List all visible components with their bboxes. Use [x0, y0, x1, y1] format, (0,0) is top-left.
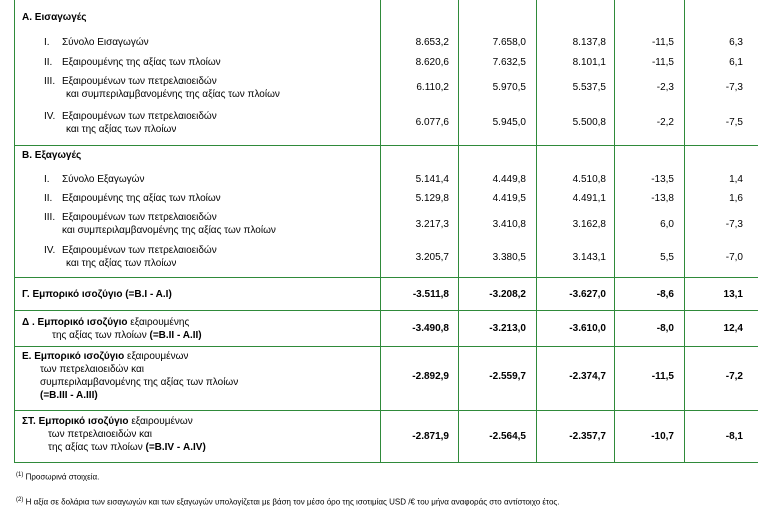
- cell-value: 8.101,1: [572, 57, 606, 68]
- cell-value: -3.627,0: [569, 289, 606, 300]
- row-label-cont: των πετρελαιοειδών και: [40, 364, 144, 375]
- cell-value: -3.213,0: [489, 323, 526, 334]
- cell-value: -11,5: [651, 371, 674, 382]
- row-label-cont: και της αξίας των πλοίων: [66, 124, 177, 135]
- label-rest: εξαιρουμένων: [124, 351, 189, 362]
- row-divider: [14, 145, 758, 146]
- row-label: Εξαιρουμένων των πετρελαιοειδών: [62, 245, 217, 256]
- footnote-text: Προσωρινά στοιχεία.: [23, 472, 100, 482]
- section-title-imports: Α. Εισαγωγές: [22, 12, 87, 23]
- cell-value: -2.559,7: [489, 371, 526, 382]
- row-label: Γ. Εμπορικό ισοζύγιο (=Β.Ι - Α.Ι): [22, 289, 172, 300]
- row-divider: [14, 462, 758, 463]
- cell-value: -7,5: [725, 117, 743, 128]
- cell-value: 3.380,5: [492, 252, 526, 263]
- cell-value: -8,6: [656, 289, 674, 300]
- column-divider: [380, 0, 381, 462]
- cell-value: 3.410,8: [492, 219, 526, 230]
- label-bold: Ε. Εμπορικό ισοζύγιο: [22, 351, 125, 362]
- row-roman: I.: [44, 174, 50, 185]
- row-roman: III.: [44, 212, 56, 223]
- label-rest: της αξίας των πλοίων: [48, 442, 146, 453]
- cell-value: 13,1: [723, 289, 743, 300]
- cell-value: -3.490,8: [412, 323, 449, 334]
- cell-value: -2.871,9: [412, 431, 449, 442]
- row-label: [22, 316, 189, 329]
- cell-value: 3.205,7: [415, 252, 449, 263]
- row-roman: I.: [44, 37, 50, 48]
- cell-value: 1,4: [729, 174, 743, 185]
- cell-value: -7,3: [725, 219, 743, 230]
- cell-value: 6,3: [729, 37, 743, 48]
- cell-value: -3.511,8: [412, 289, 449, 300]
- cell-value: 4.419,5: [492, 193, 526, 204]
- cell-value: 8.620,6: [415, 57, 449, 68]
- cell-value: 8.653,2: [415, 37, 449, 48]
- cell-value: 3.217,3: [415, 219, 449, 230]
- row-label: [22, 415, 193, 428]
- row-label: Εξαιρουμένων των πετρελαιοειδών: [62, 111, 217, 122]
- cell-value: 3.162,8: [572, 219, 606, 230]
- cell-value: 5.141,4: [415, 174, 449, 185]
- row-roman: IV.: [44, 111, 56, 122]
- cell-value: 3.143,1: [572, 252, 606, 263]
- label-rest: εξαιρουμένων: [128, 416, 193, 427]
- cell-value: -7,0: [725, 252, 743, 263]
- label-bold: ΣΤ. Εμπορικό ισοζύγιο: [22, 416, 129, 427]
- row-roman: II.: [44, 57, 53, 68]
- row-label: Σύνολο Εξαγωγών: [62, 174, 145, 185]
- row-label-cont: και συμπεριλαμβανομένης της αξίας των πλοίων: [62, 225, 276, 236]
- cell-value: -2.892,9: [412, 371, 449, 382]
- row-label-cont: [52, 329, 202, 342]
- cell-value: -3.610,0: [569, 323, 606, 334]
- cell-value: -10,7: [651, 431, 674, 442]
- cell-value: -7,2: [725, 371, 743, 382]
- cell-value: -13,8: [651, 193, 674, 204]
- label-rest: της αξίας των πλοίων: [52, 330, 150, 341]
- cell-value: 6.077,6: [415, 117, 449, 128]
- cell-value: 6,1: [729, 57, 743, 68]
- label-bold: (=Β.ΙΙ - Α.ΙΙ): [149, 330, 202, 341]
- cell-value: 12,4: [723, 323, 743, 334]
- cell-value: -13,5: [651, 174, 674, 185]
- label-bold: Δ . Εμπορικό ισοζύγιο: [22, 317, 128, 328]
- row-roman: IV.: [44, 245, 56, 256]
- row-label-cont: [48, 441, 206, 454]
- cell-value: -2.357,7: [569, 431, 606, 442]
- cell-value: -11,5: [651, 37, 674, 48]
- cell-value: 7.658,0: [492, 37, 526, 48]
- cell-value: 5.500,8: [572, 117, 606, 128]
- footnote-marker: (2): [16, 497, 24, 503]
- column-divider: [458, 0, 459, 462]
- cell-value: -2,3: [656, 82, 674, 93]
- row-label-cont: και της αξίας των πλοίων: [66, 258, 177, 269]
- row-label-cont: των πετρελαιοειδών και: [48, 429, 152, 440]
- cell-value: -8,0: [656, 323, 674, 334]
- row-roman: III.: [44, 76, 56, 87]
- row-label: Εξαιρουμένων των πετρελαιοειδών: [62, 212, 217, 223]
- cell-value: -11,5: [651, 57, 674, 68]
- row-label: Εξαιρουμένων των πετρελαιοειδών: [62, 76, 217, 87]
- cell-value: 4.491,1: [572, 193, 606, 204]
- footnote-text: Η αξία σε δολάρια των εισαγωγών και των εξαγωγών υπολογίζεται με βάση τον μέσο όρο της ισοτιμίας USD /€ του μήνα αναφοράς στο αντίστοιχο έτος.: [23, 497, 560, 507]
- cell-value: -2.564,5: [489, 431, 526, 442]
- row-label-cont: συμπεριλαμβανομένης της αξίας των πλοίων: [40, 377, 239, 388]
- footnote-marker: (1): [16, 472, 24, 478]
- label-bold: (=Β.ΙV - Α.ΙV): [145, 442, 206, 453]
- cell-value: 5.970,5: [492, 82, 526, 93]
- cell-value: 6,0: [660, 219, 674, 230]
- label-rest: εξαιρουμένης: [127, 317, 190, 328]
- section-title-exports: Β. Εξαγωγές: [22, 150, 82, 161]
- cell-value: 7.632,5: [492, 57, 526, 68]
- row-label: Σύνολο Εισαγωγών: [62, 37, 149, 48]
- row-label: Εξαιρουμένης της αξίας των πλοίων: [62, 57, 221, 68]
- row-divider: [14, 410, 758, 411]
- column-divider: [536, 0, 537, 462]
- row-label: Εξαιρουμένης της αξίας των πλοίων: [62, 193, 221, 204]
- row-label: [22, 350, 188, 363]
- cell-value: 8.137,8: [572, 37, 606, 48]
- cell-value: -2.374,7: [569, 371, 606, 382]
- footnote-1: [16, 472, 99, 482]
- cell-value: 4.510,8: [572, 174, 606, 185]
- footnote-2: [16, 497, 560, 507]
- cell-value: 6.110,2: [416, 82, 449, 93]
- cell-value: 5.945,0: [492, 117, 526, 128]
- cell-value: -3.208,2: [489, 289, 526, 300]
- cell-value: 5.537,5: [572, 82, 606, 93]
- cell-value: -7,3: [725, 82, 743, 93]
- cell-value: 4.449,8: [492, 174, 526, 185]
- row-divider: [14, 346, 758, 347]
- row-label-cont: (=Β.ΙΙΙ - Α.ΙΙΙ): [40, 390, 98, 401]
- column-divider: [614, 0, 615, 462]
- cell-value: 5.129,8: [415, 193, 449, 204]
- row-divider: [14, 277, 758, 278]
- cell-value: -2,2: [656, 117, 674, 128]
- cell-value: 5,5: [660, 252, 674, 263]
- row-label-cont: και συμπεριλαμβανομένης της αξίας των πλοίων: [66, 89, 280, 100]
- row-roman: II.: [44, 193, 53, 204]
- cell-value: -8,1: [725, 431, 743, 442]
- row-divider: [14, 310, 758, 311]
- column-divider: [684, 0, 685, 462]
- cell-value: 1,6: [729, 193, 743, 204]
